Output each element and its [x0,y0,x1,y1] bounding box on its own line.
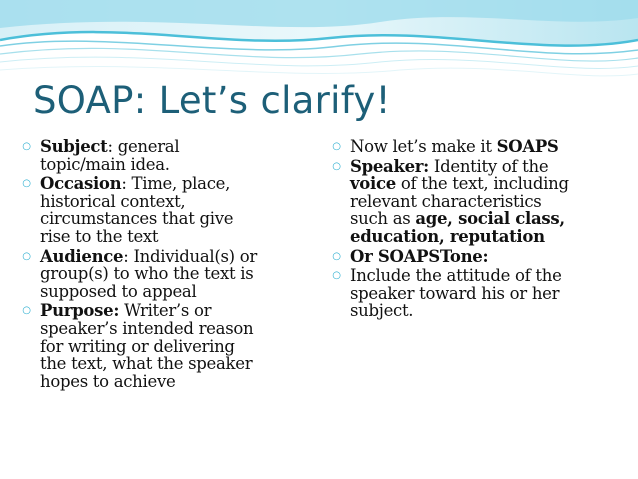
header-wave-band [0,0,638,82]
circle-bullet-icon: ○ [22,250,31,262]
speaker-text-line: Identity of the [428,156,549,176]
attitude-text-line: speaker toward his or her [350,283,560,303]
speaker-text-line: relevant characteristics [350,191,542,211]
circle-bullet-icon: ○ [22,141,31,152]
list-item-speaker [330,158,620,246]
speaker-text-line: such as [350,209,416,229]
list-item-occasion [20,175,320,245]
list-item-purpose [20,302,320,390]
list-item-subject [20,138,320,173]
term-subject: Subject [40,137,108,156]
circle-bullet-icon: ○ [332,160,341,172]
slide-title: SOAP: Let’s clarify! [33,79,391,122]
circle-bullet-icon: ○ [332,270,341,282]
list-item-attitude [330,267,620,320]
occasion-text-line: historical context, [40,191,186,211]
audience-text-line: group(s) to who the text is [40,264,254,284]
characteristics-terms: age, social class, [415,209,565,229]
occasion-text-line: rise to the text [40,226,159,246]
left-bullet-list [20,138,320,392]
list-item-audience [20,248,320,301]
purpose-text-line: the text, what the speaker [40,354,253,374]
circle-bullet-icon: ○ [332,250,341,262]
term-occasion: Occasion [40,174,122,194]
circle-bullet-icon: ○ [22,178,31,190]
purpose-text-line: Writer’s or [119,301,212,321]
list-item-soaps [330,138,620,156]
circle-bullet-icon: ○ [332,141,341,152]
occasion-text-line: : Time, place, [121,174,231,194]
right-bullet-list [330,138,620,322]
purpose-text-line: for writing or delivering [40,336,235,356]
soapstone-term: Or SOAPSTone: [350,246,489,266]
list-item-soapstone [330,248,620,266]
term-purpose: Purpose: [40,301,120,321]
term-speaker: Speaker: [350,156,429,176]
voice-term: voice [350,174,396,194]
audience-text-line: : Individual(s) or [123,246,257,266]
soaps-term: SOAPS [496,137,559,156]
attitude-text-line: subject. [350,301,414,321]
subject-text-line: : general [107,137,180,156]
purpose-text-line: hopes to achieve [40,371,176,391]
speaker-text-line: of the text, including [395,174,569,194]
soaps-prefix-text: Now let’s make it [350,137,497,156]
occasion-text-line: circumstances that give [40,209,234,229]
circle-bullet-icon: ○ [22,305,31,317]
term-audience: Audience [40,246,124,266]
subject-text-line: topic/main idea. [40,154,170,174]
audience-text-line: supposed to appeal [40,281,197,301]
characteristics-terms: education, reputation [350,226,545,246]
purpose-text-line: speaker’s intended reason [40,318,254,338]
wave-decoration [0,0,638,82]
attitude-text-line: Include the attitude of the [350,266,562,286]
